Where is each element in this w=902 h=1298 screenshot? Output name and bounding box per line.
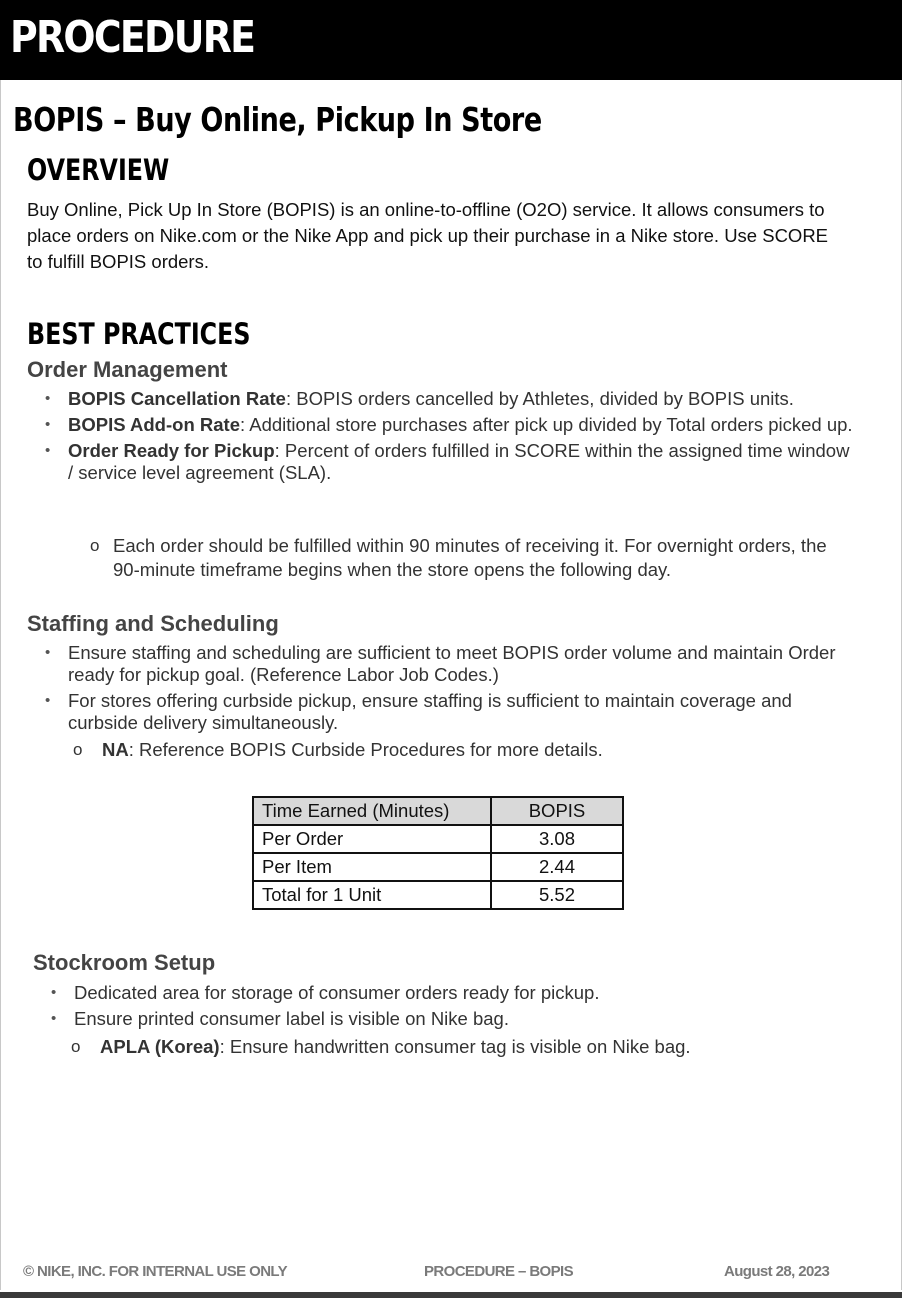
table-cell: Per Item <box>253 853 491 881</box>
table-cell: Per Order <box>253 825 491 853</box>
table-header-cell: Time Earned (Minutes) <box>253 797 491 825</box>
list-item-term: Order Ready for Pickup <box>68 440 275 461</box>
list-item-term: BOPIS Cancellation Rate <box>68 388 286 409</box>
footer-copyright: © NIKE, INC. FOR INTERNAL USE ONLY <box>23 1263 288 1280</box>
table-cell: Total for 1 Unit <box>253 881 491 909</box>
list-item: • Ensure staffing and scheduling are sufficient to meet BOPIS order volume and maintain Order ready for pickup goal. (Reference Labor Job Codes.) <box>27 642 857 686</box>
overview-heading: OVERVIEW <box>27 153 170 187</box>
sub-list-item <box>73 738 823 762</box>
staffing-heading: Staffing and Scheduling <box>27 611 279 636</box>
list-item-text: : BOPIS orders cancelled by Athletes, divided by BOPIS units. <box>285 388 794 409</box>
table-cell: 3.08 <box>491 825 623 853</box>
list-item: • For stores offering curbside pickup, ensure staffing is sufficient to maintain coverage and curbside delivery simultaneously. <box>27 690 857 734</box>
table-row <box>253 881 623 909</box>
sub-list-item <box>90 534 840 582</box>
table-cell: 5.52 <box>491 881 623 909</box>
sub-bullet: o <box>90 536 100 555</box>
banner-title: PROCEDURE <box>10 12 255 63</box>
table-cell: 2.44 <box>491 853 623 881</box>
table-header-cell: BOPIS <box>491 797 623 825</box>
footer-date: August 28, 2023 <box>724 1263 830 1280</box>
document-title: BOPIS – Buy Online, Pickup In Store <box>13 100 542 139</box>
list-item: • Dedicated area for storage of consumer orders ready for pickup. <box>33 982 853 1004</box>
stockroom-list <box>33 982 853 1034</box>
list-item <box>27 414 857 436</box>
sub-bullet: o <box>71 1037 81 1056</box>
sub-bullet: o <box>73 740 83 759</box>
best-practices-heading: BEST PRACTICES <box>27 317 251 351</box>
footer-doc-name: PROCEDURE – BOPIS <box>424 1263 573 1280</box>
header-banner <box>0 0 902 80</box>
sub-list-item <box>71 1035 851 1059</box>
list-item: • Ensure printed consumer label is visible on Nike bag. <box>33 1008 853 1030</box>
list-item-text: : Additional store purchases after pick up divided by Total orders picked up. <box>239 414 853 435</box>
sub-item-term: APLA (Korea) <box>100 1036 220 1057</box>
stockroom-heading: Stockroom Setup <box>33 950 216 975</box>
bottom-rule <box>0 1292 902 1298</box>
sub-item-text: : Reference BOPIS Curbside Procedures for more details. <box>128 739 603 760</box>
list-item <box>27 388 857 410</box>
order-management-heading: Order Management <box>27 357 228 382</box>
sub-item-text: : Ensure handwritten consumer tag is visible on Nike bag. <box>219 1036 691 1057</box>
table-row <box>253 853 623 881</box>
staffing-list <box>27 642 857 738</box>
overview-body: Buy Online, Pick Up In Store (BOPIS) is an online-to-offline (O2O) service. It allows consumers to place orders on Nike.com or the Nike App and pick up their purchase in a Nike store. Use SCORE to fulfill BOPIS orders. <box>27 199 829 272</box>
time-earned-table <box>252 796 624 910</box>
list-item <box>27 440 857 484</box>
order-management-list <box>27 388 857 488</box>
table-row <box>253 825 623 853</box>
sub-item-term: NA <box>102 739 129 760</box>
table-header-row <box>253 797 623 825</box>
sub-item-text: Each order should be fulfilled within 90 minutes of receiving it. For overnight orders, the 90-minute timeframe begins when the store opens the following day. <box>113 535 827 580</box>
list-item-term: BOPIS Add-on Rate <box>68 414 240 435</box>
list-item-text: : Percent of orders fulfilled in SCORE within the assigned time window / service level agreement (SLA). <box>68 440 850 483</box>
